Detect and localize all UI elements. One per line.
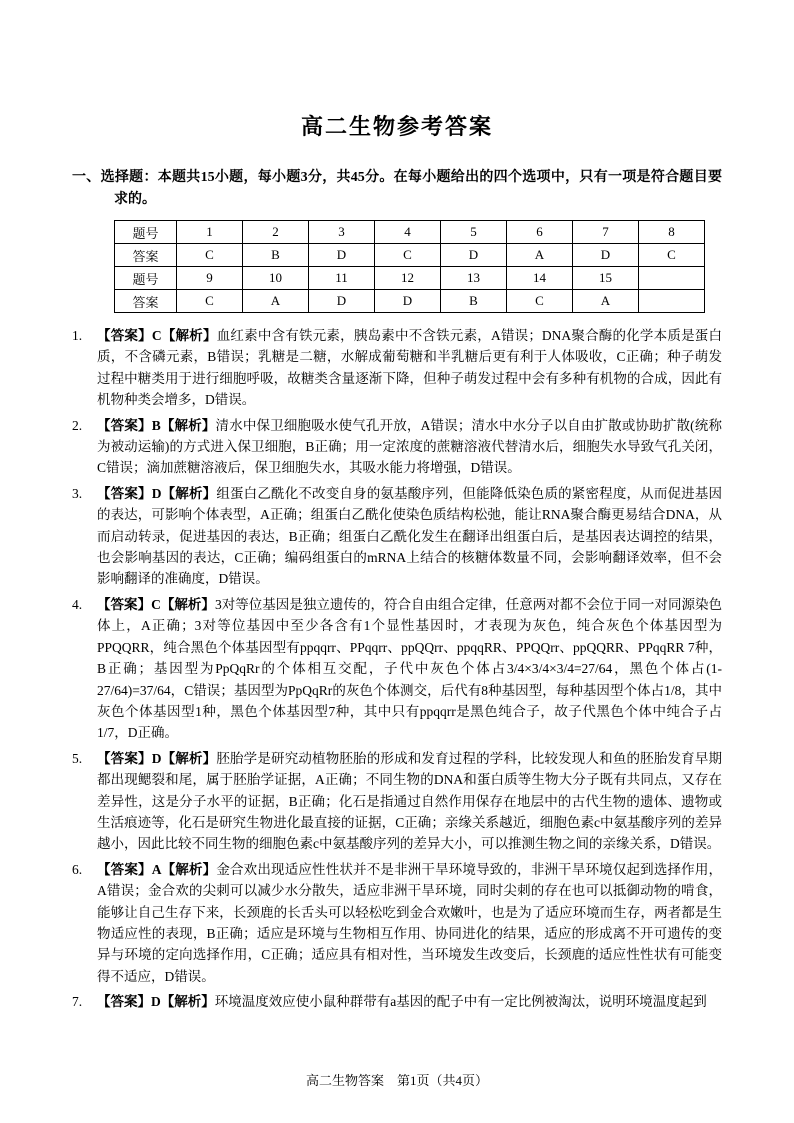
answer-label: 【答案】: [97, 328, 152, 343]
item-number: 4.: [72, 596, 83, 612]
analysis-text: 组蛋白乙酰化不改变自身的氨基酸序列，但能降低染色质的紧密程度，从而促进基因的表达，可影响个体表型，A正确；组蛋白乙酰化使染色质结构松弛，能让RNA聚合酶更易结合DNA，从而启动转录，促进基因的表达，B正确；组蛋白乙酰化发生在翻译出组蛋白后，是基因表达调控的结果，也会影响基因的表达，C正确；编码组蛋白的mRNA上结合的核糖体数量不同，会影响翻译效率，但不会影响翻译的准确度，D错误。: [97, 485, 723, 587]
table-cell: C: [375, 244, 441, 267]
analysis-text: 胚胎学是研究动植物胚胎的形成和发育过程的学科，比较发现人和鱼的胚胎发育早期都出现鳃裂和尾，属于胚胎学证据，A正确；不同生物的DNA和蛋白质等生物大分子既有共同点，又存在差异性，这是分子水平的证据，B正确；化石是指通过自然作用保存在地层中的古代生物的遗体、遗物或生活痕迹等，化石是研究生物进化最直接的证据，C正确；亲缘关系越近，细胞色素c中氨基酸序列的差异越小，因此比较不同生物的细胞色素c中氨基酸序列的差异大小，可以推测生物之间的亲缘关系，D错误。: [97, 750, 723, 852]
item-number: 1.: [72, 328, 83, 343]
analysis-label: 【解析】: [161, 750, 217, 766]
table-cell: C: [177, 290, 243, 313]
table-cell: A: [243, 290, 309, 313]
item-text: [97, 325, 722, 411]
answer-letter: D: [151, 485, 162, 501]
table-cell: C: [507, 290, 573, 313]
table-cell: B: [441, 290, 507, 313]
table-cell: D: [573, 244, 639, 267]
analysis-label: 【解析】: [160, 596, 215, 612]
answer-label: 【答案】: [97, 596, 152, 612]
table-row: [115, 267, 705, 290]
table-cell: A: [573, 290, 639, 313]
table-cell: 题号: [115, 267, 177, 290]
table-cell: A: [507, 244, 573, 267]
explanation-item: [72, 748, 722, 855]
table-cell: C: [639, 244, 705, 267]
page-title: 高二生物参考答案: [300, 114, 493, 139]
answer-letter: B: [151, 417, 161, 433]
analysis-text: 血红素中含有铁元素，胰岛素中不含铁元素，A错误；DNA聚合酶的化学本质是蛋白质，不含磷元素，B错误；乳糖是二糖，水解成葡萄糖和半乳糖后更有利于人体吸收，C正确；种子萌发过程中糖类用于进行细胞呼吸，故糖类含量逐渐下降，但种子萌发过程中会有多种有机物的合成，因此有机物种类会增多，D错误。: [97, 328, 723, 408]
section-prefix: 一、选择题：: [72, 170, 158, 185]
table-cell: 4: [375, 221, 441, 244]
answer-label: 【答案】: [97, 750, 152, 766]
table-cell: 15: [573, 267, 639, 290]
page-footer: 高二生物答案 第1页（共4页）: [305, 1073, 488, 1088]
explanation-item: [72, 991, 722, 1012]
table-cell: 答案: [115, 244, 177, 267]
table-cell: 1: [177, 221, 243, 244]
answer-letter: D: [151, 750, 162, 766]
answer-label: 【答案】: [97, 485, 152, 501]
table-cell: 6: [507, 221, 573, 244]
answer-table: [114, 220, 705, 313]
item-number: 2.: [72, 417, 83, 433]
explanation-item: [72, 483, 722, 590]
item-number: 7.: [72, 994, 83, 1010]
analysis-text: 3对等位基因是独立遗传的，符合自由组合定律，任意两对都不会位于同一对同源染色体上，A正确；3对等位基因中至少各含有1个显性基因时，才表现为灰色，纯合灰色个体基因型为PPQQRR，纯合黑色个体基因型有ppqqrr、PPqqrr、ppQQrr、ppqqRR、PPQQrr、ppQQRR、PPqqRR 7种，B正确；基因型为PpQqRr的个体相互交配，子代中灰色个体占3/4×3/4×3/4=27/64，黑色个体占(1-27/64)=37/64，C错误；基因型为PpQqRr的灰色个体测交，后代有8种基因型，每种基因型个体占1/8，其中灰色个体基因型1种，黑色个体基因型7种，其中只有ppqqrr是黑色纯合子，故子代黑色个体中纯合子占1/7，D正确。: [97, 596, 723, 741]
table-cell: 题号: [115, 221, 177, 244]
table-cell: 9: [177, 267, 243, 290]
item-number: 5.: [72, 750, 83, 766]
analysis-label: 【解析】: [161, 328, 217, 343]
answer-letter: C: [151, 328, 162, 343]
explanation-item: [72, 325, 722, 411]
item-number: 6.: [72, 861, 83, 877]
answer-label: 【答案】: [97, 861, 152, 877]
analysis-label: 【解析】: [160, 417, 216, 433]
table-cell: D: [375, 290, 441, 313]
table-row: [115, 290, 705, 313]
item-text: [97, 483, 722, 590]
item-text: [97, 991, 722, 1012]
explanation-item: [72, 415, 722, 479]
analysis-text: 清水中保卫细胞吸水使气孔开放，A错误；清水中水分子以自由扩散或协助扩散(统称为被动运输)的方式进入保卫细胞，B正确；用一定浓度的蔗糖溶液代替清水后，细胞失水导致气孔关闭，C错误；滴加蔗糖溶液后，保卫细胞失水，其吸水能力将增强，D错误。: [97, 417, 723, 476]
item-text: [97, 415, 722, 479]
table-row: [115, 244, 705, 267]
analysis-text: 环境温度效应使小鼠种群带有a基因的配子中有一定比例被淘汰，说明环境温度起到: [214, 994, 707, 1010]
table-cell: 5: [441, 221, 507, 244]
explanation-item: [72, 859, 722, 987]
item-text: [97, 594, 722, 744]
table-cell: 8: [639, 221, 705, 244]
answer-letter: D: [151, 994, 161, 1010]
analysis-label: 【解析】: [161, 485, 217, 501]
table-cell: D: [309, 290, 375, 313]
answer-label: 【答案】: [97, 417, 152, 433]
table-cell: 7: [573, 221, 639, 244]
analysis-label: 【解析】: [160, 994, 215, 1010]
analysis-text: 金合欢出现适应性性状并不是非洲干旱环境导致的，非洲干旱环境仅起到选择作用，A错误；金合欢的尖刺可以减少水分散失，适应非洲干旱环境，同时尖刺的存在也可以抵御动物的啃食，能够让自己生存下来，长颈鹿的长舌头可以轻松吃到金合欢嫩叶，也是为了适应环境而生存，两者都是生物适应性的表现，B正确；适应是环境与生物相互作用、协同进化的结果，适应的形成离不开可遗传的变异与环境的定向选择作用，C正确；适应具有相对性，当环境发生改变后，长颈鹿的适应性性状有可能变得不适应，D错误。: [97, 861, 723, 984]
table-cell: C: [177, 244, 243, 267]
item-text: [97, 748, 722, 855]
answer-label: 【答案】: [97, 994, 151, 1010]
section-heading: [72, 167, 722, 211]
table-row: [115, 221, 705, 244]
table-cell: D: [441, 244, 507, 267]
table-cell: B: [243, 244, 309, 267]
table-cell: 2: [243, 221, 309, 244]
analysis-label: 【解析】: [161, 861, 217, 877]
item-number: 3.: [72, 485, 83, 501]
table-cell: 13: [441, 267, 507, 290]
answer-letter: A: [151, 861, 162, 877]
explanation-item: [72, 594, 722, 744]
table-cell: [639, 267, 705, 290]
table-cell: D: [309, 244, 375, 267]
table-cell: 11: [309, 267, 375, 290]
answer-letter: C: [151, 596, 161, 612]
table-cell: 12: [375, 267, 441, 290]
table-cell: 答案: [115, 290, 177, 313]
table-cell: [639, 290, 705, 313]
table-cell: 14: [507, 267, 573, 290]
table-cell: 3: [309, 221, 375, 244]
item-text: [97, 859, 722, 987]
section-body: 本题共15小题，每小题3分，共45分。在每小题给出的四个选项中，只有一项是符合题目要求的。: [114, 170, 722, 207]
table-cell: 10: [243, 267, 309, 290]
